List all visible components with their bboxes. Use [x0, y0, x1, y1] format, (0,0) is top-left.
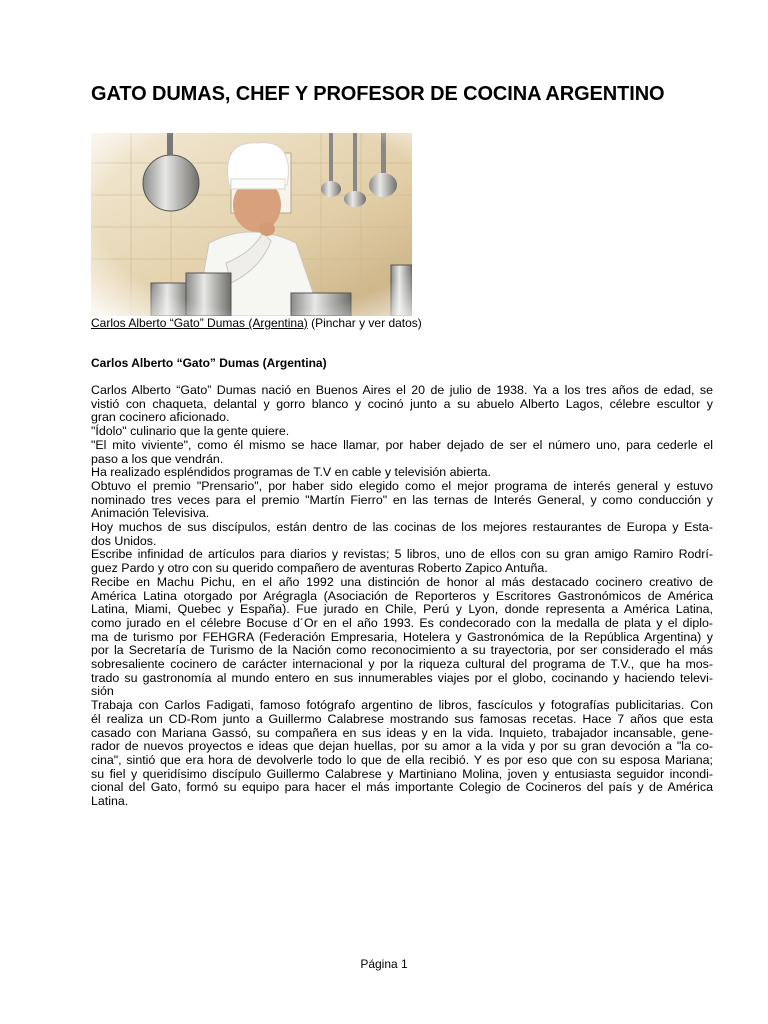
text-line: América Latina otorgado por Arégragla (Asociación de Reporteros y Escritores Gastronómicos de América [91, 588, 713, 603]
text-line: Ha realizado espléndidos programas de T.V en cable y televisión abierta. [91, 465, 491, 480]
text-line: Hoy muchos de sus discípulos, están dentro de las cocinas de los mejores restaurantes de Europa y Esta- [91, 520, 713, 535]
text-line: casado con Mariana Gassó, su compañera en sus ideas y en la vida. Inquieto, trabajador incansable, gene- [91, 725, 713, 740]
text-line: Latina, Miami, Quebec y España). Fue jurado en Chile, Perú y Lyon, donde representa a América Latina, [91, 602, 713, 617]
text-line: Carlos Alberto “Gato” Dumas nació en Buenos Aires el 20 de julio de 1938. Ya a los tres años de edad, se [91, 383, 713, 397]
text-line: rador de nuevos proyectos e ideas que dejan huellas, por su amor a la vida y por su gran devoción a "la co- [91, 739, 713, 754]
text-line: "Ídolo" culinario que la gente quiere. [91, 424, 290, 439]
text-line: sobresaliente cocinero de carácter internacional y por la riqueza cultural del programa de T.V., que ha mos- [91, 657, 713, 672]
page-number: Página 1 [360, 957, 408, 971]
section-heading: Carlos Alberto “Gato” Dumas (Argentina) [91, 356, 327, 370]
text-line: cional del Gato, formó su equipo para hacer el más importante Colegio de Cocineros del país y de América [91, 780, 713, 795]
text-line: sión [91, 684, 114, 699]
text-line: Latina. [91, 794, 129, 809]
text-line: Obtuvo el premio "Prensario", por haber sido elegido como el mejor programa de interés general y estuvo [91, 478, 713, 493]
text-line: por la Secretaría de Turismo de la Nación como reconocimiento a su trayectoria, por ser considerado el más [91, 643, 713, 658]
chef-photo [91, 133, 412, 316]
text-line: vistió con chaqueta, delantal y gorro blanco y cocinó junto a su abuelo Alberto Lagos, célebre escultor y [91, 396, 713, 411]
text-line: "El mito viviente", como él mismo se hace llamar, por haber dejado de ser el número uno, para cederle el [91, 437, 713, 452]
biography-text [91, 384, 713, 809]
text-line: Trabaja con Carlos Fadigati, famoso fotógrafo argentino de libros, fascículos y fotografías publicitarias. Con [91, 698, 713, 713]
text-line: trado su gastronomía al mundo entero en sus innumerables viajes por el globo, cocinando y haciendo televi- [91, 670, 713, 685]
text-line: ma de turismo por FEHGRA (Federación Empresaria, Hotelera y Gastronómica de la República Argentina) y [91, 629, 713, 644]
text-line: gran cocinero aficionado. [91, 410, 230, 425]
text-line: como jurado en el célebre Bocuse d´Or en el año 1993. Es condecorado con la medalla de plata y el diplo- [91, 615, 713, 630]
photo-caption [91, 316, 422, 330]
text-line: Escribe infinidad de artículos para diarios y revistas; 5 libros, uno de ellos con su gran amigo Ramiro Rodrí- [91, 547, 713, 562]
text-line: Recibe en Machu Pichu, en el año 1992 una distinción de honor al más destacado cocinero creativo de [91, 574, 713, 589]
caption-link[interactable]: Carlos Alberto “Gato” Dumas (Argentina) [91, 316, 308, 330]
page-title: GATO DUMAS, CHEF Y PROFESOR DE COCINA ARGENTINO [91, 83, 665, 105]
text-line: guez Pardo y otro con su querido compañero de aventuras Roberto Zapico Antuña. [91, 561, 548, 576]
text-line: dos Unidos. [91, 533, 157, 548]
text-line: Animación Televisiva. [91, 506, 210, 521]
text-line: él realiza un CD-Rom junto a Guillermo Calabrese mostrando sus famosas recetas. Hace 7 años que esta [91, 711, 713, 726]
text-line: cina", sintió que era hora de devolverle todo lo que de ella recibió. Y es por eso que con su esposa Mariana; [91, 752, 713, 767]
text-line: nominado tres veces para el premio "Martín Fierro" en las ternas de Interés General, y como conducción y [91, 492, 713, 507]
text-line: su fiel y queridísimo discípulo Guillermo Calabrese y Martiniano Molina, joven y entusiasta seguidor incondi- [91, 766, 713, 781]
caption-suffix: (Pinchar y ver datos) [307, 316, 422, 330]
text-line: paso a los que vendrán. [91, 451, 224, 466]
